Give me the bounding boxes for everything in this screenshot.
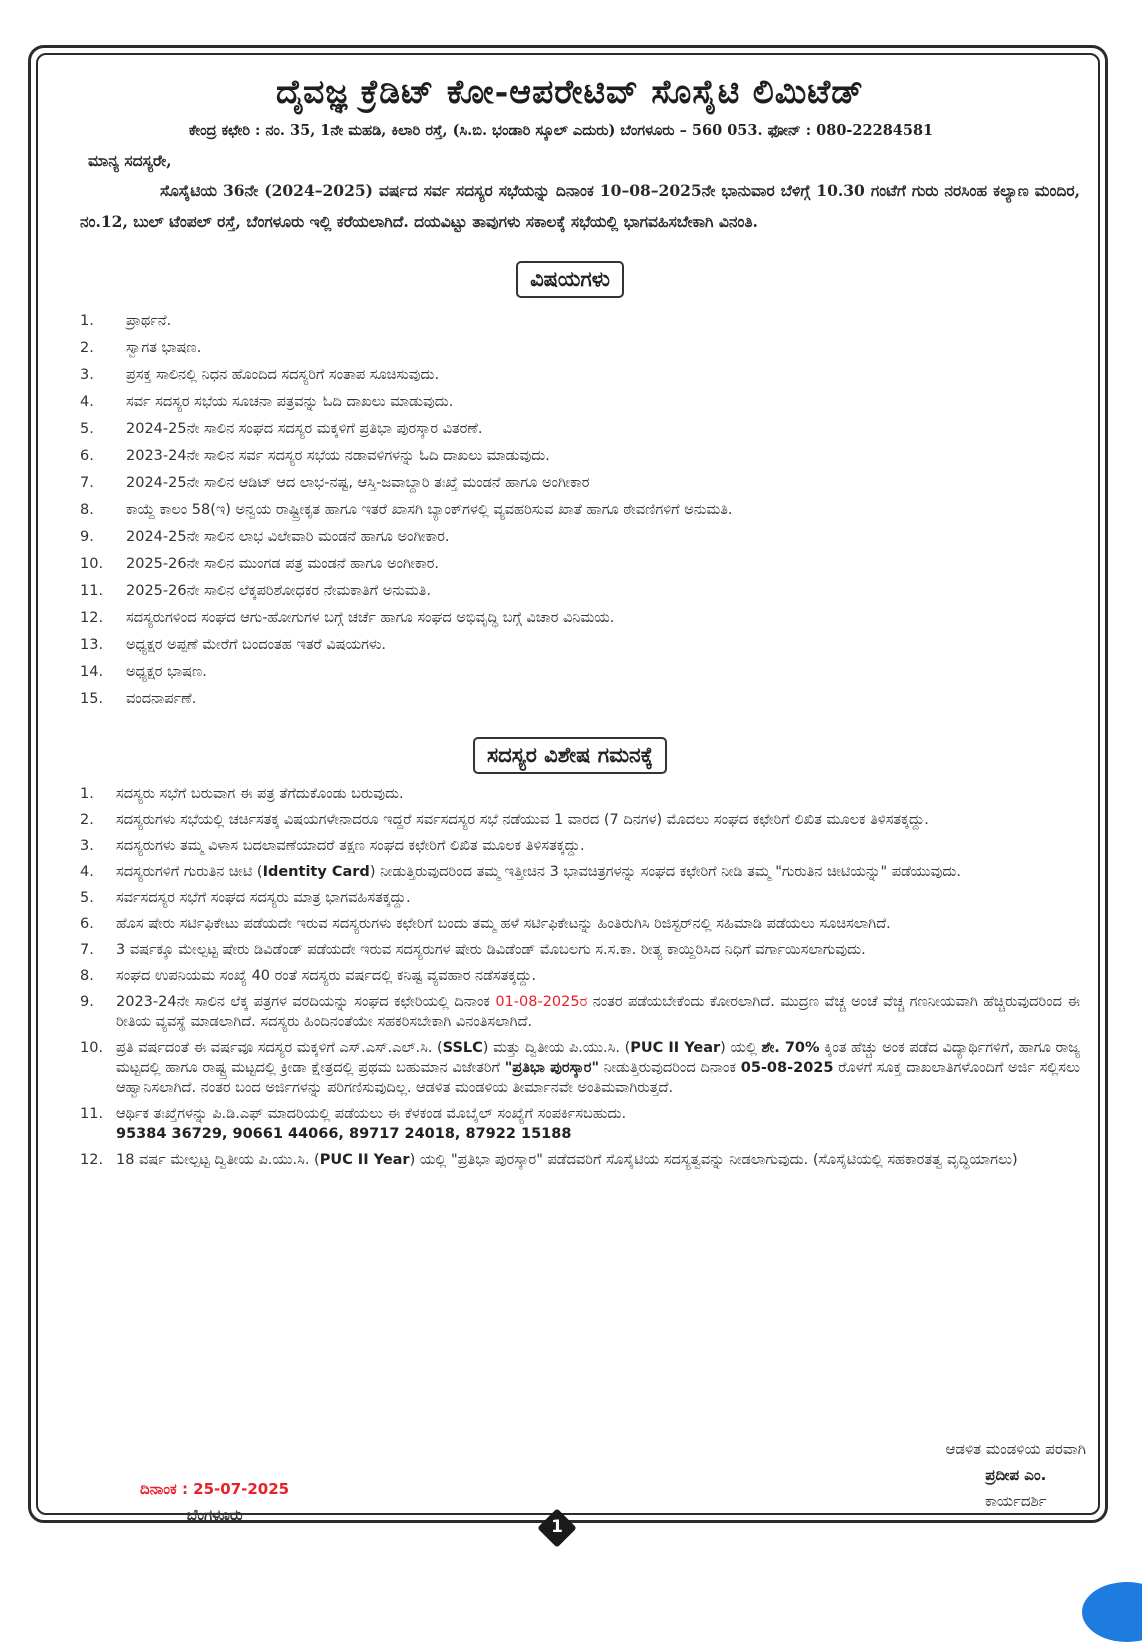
agenda-item [80, 389, 1080, 416]
agenda-list [60, 308, 1080, 713]
notes-heading-label: ಸದಸ್ಯರ ವಿಶೇಷ ಗಮನಕ್ಕೆ [473, 737, 667, 774]
text-run: ರೊಳಗೆ ಸೂಕ್ತ ದಾಖಲಾತಿಗಳೊಂದಿಗೆ ಅರ್ಜಿ ಸಲ್ಲಿಸಲು ಆಹ್ವಾನಿಸಲಾಗಿದೆ. ನಂತರ ಬಂದ ಅರ್ಜಿಗಳನ್ನು ಪರಿಗಣಿಸುವುದಿಲ್ಲ. ಆಡಳಿತ ಮಂಡಳಿಯ ತೀರ್ಮಾನವೇ ಅಂತಿಮವಾಗಿರುತ್ತದೆ. [116, 1060, 1080, 1096]
agenda-item [80, 686, 1080, 713]
text-run: 2023-24ನೇ ಸಾಲಿನ ಲೆಕ್ಕ ಪತ್ರಗಳ ವರದಿಯನ್ನು ಸಂಘದ ಕಛೇರಿಯಲ್ಲಿ ದಿನಾಂಕ [116, 994, 496, 1010]
item-text: ಸದಸ್ಯರುಗಳು ಸಭೆಯಲ್ಲಿ ಚರ್ಚಿಸತಕ್ಕ ವಿಷಯಗಳೇನಾದರೂ ಇದ್ದರೆ ಸರ್ವಸದಸ್ಯರ ಸಭೆ ನಡೆಯುವ 1 ವಾರದ (7 ದಿನಗಳ) ಮೊದಲು ಸಂಘದ ಕಛೇರಿಗೆ ಲಿಖಿತ ಮೂಲಕ ತಿಳಿಸತಕ್ಕದ್ದು. [116, 812, 929, 828]
item-text: ಪ್ರಸಕ್ತ ಸಾಲಿನಲ್ಲಿ ನಿಧನ ಹೊಂದಿದ ಸದಸ್ಯರಿಗೆ ಸಂತಾಪ ಸೂಚಿಸುವುದು. [126, 367, 440, 383]
application-deadline: 05-08-2025 [740, 1060, 834, 1076]
note-item [80, 862, 1080, 882]
item-text: ಸದಸ್ಯರು ಸಭೆಗೆ ಬರುವಾಗ ಈ ಪತ್ರ ತೆಗೆದುಕೊಂಡು ಬರುವುದು. [116, 786, 404, 802]
page-number-badge [537, 1508, 577, 1548]
document-content [60, 60, 1080, 1176]
item-number: 14. [80, 664, 104, 680]
item-text: 2024-25ನೇ ಸಾಲಿನ ಆಡಿಟ್ ಆದ ಲಾಭ-ನಷ್ಟ, ಆಸ್ತಿ-ಜವಾಬ್ದಾರಿ ತಃಖ್ತೆ ಮಂಡನೆ ಹಾಗೂ ಅಂಗೀಕಾರ [126, 475, 590, 491]
item-number: 11. [80, 1106, 104, 1122]
agenda-item [80, 551, 1080, 578]
item-number: 5. [80, 421, 94, 437]
signatory-designation: ಕಾರ್ಯದರ್ಶಿ [984, 1492, 1047, 1510]
text-run: ಸದಸ್ಯರುಗಳಿಗೆ ಗುರುತಿನ ಚೀಟಿ ( [116, 864, 263, 880]
item-number: 12. [80, 610, 104, 626]
society-title: ದೈವಜ್ಞ ಕ್ರೆಡಿಟ್ ಕೋ-ಆಪರೇಟಿವ್ ಸೊಸೈಟಿ ಲಿಮಿಟೆಡ್ [276, 72, 864, 111]
agenda-heading [60, 261, 1080, 298]
text-run: ಕ್ಕಿಂತ ಹೆಚ್ಚು ಅಂಕ ಪಡೆದ ವಿದ್ಯಾರ್ಥಿಗಳಿಗೆ, ಹಾಗೂ ರಾಜ್ಯ ಮಟ್ಟದಲ್ಲಿ ಹಾಗೂ ರಾಷ್ಟ್ರ ಮಟ್ಟದಲ್ಲಿ ಕ್ರೀಡಾ ಕ್ಷೇತ್ರದಲ್ಲಿ ಪ್ರಥಮ ಬಹುಮಾನ ವಿಜೇತರಿಗೆ [116, 1040, 1081, 1076]
item-number: 9. [80, 994, 94, 1010]
text-run: ) ಯಲ್ಲಿ [720, 1040, 762, 1056]
item-text: 3 ವರ್ಷಕ್ಕೂ ಮೇಲ್ಪಟ್ಟ ಷೇರು ಡಿವಿಡೆಂಡ್ ಪಡೆಯದೇ ಇರುವ ಸದಸ್ಯರುಗಳ ಷೇರು ಡಿವಿಡೆಂಡ್ ಮೊಬಲಗು ಸ.ಸ.ಕಾ. ರೀತ್ಯ ಕಾಯ್ದಿರಿಸಿದ ನಿಧಿಗೆ ವರ್ಗಾಯಿಸಲಾಗುವುದು. [116, 942, 866, 958]
on-behalf-line: ಆಡಳಿತ ಮಂಡಳಿಯ ಪರವಾಗಿ [945, 1440, 1086, 1458]
item-text: ಪ್ರಾರ್ಥನೆ. [126, 313, 172, 329]
item-number: 15. [80, 691, 104, 707]
item-text [116, 1104, 1080, 1144]
issue-city: ಬೆಂಗಳೂರು [186, 1506, 243, 1524]
award-name: "ಪ್ರತಿಭಾ ಪುರಸ್ಕಾರ" [504, 1060, 600, 1076]
text-run: ನಂತರ ಪಡೆಯಬೇಕೆಂದು ಕೋರಲಾಗಿದೆ. ಮುದ್ರಣ ವೆಚ್ಚ ಅಂಚೆ ವೆಚ್ಚ ಗಣನೀಯವಾಗಿ ಹೆಚ್ಚಿರುವುದರಿಂದ ಈ ರೀತಿಯ ವ್ಯವಸ್ಥೆ ಮಾಡಲಾಗಿದೆ. ಸದಸ್ಯರು ಹಿಂದಿನಂತೆಯೇ ಸಹಕರಿಸಬೇಕಾಗಿ ವಿನಂತಿಸಲಾಗಿದೆ. [116, 994, 1081, 1030]
agenda-item [80, 470, 1080, 497]
agenda-item [80, 443, 1080, 470]
agenda-item [80, 578, 1080, 605]
note-item [80, 966, 1080, 986]
item-text: ಸದಸ್ಯರುಗಳಿಂದ ಸಂಘದ ಆಗು-ಹೋಗುಗಳ ಬಗ್ಗೆ ಚರ್ಚೆ ಹಾಗೂ ಸಂಘದ ಅಭಿವೃದ್ಧಿ ಬಗ್ಗೆ ವಿಚಾರ ವಿನಿಮಯ. [126, 610, 615, 626]
agenda-item [80, 335, 1080, 362]
item-number: 9. [80, 529, 94, 545]
item-number: 4. [80, 864, 94, 880]
item-number: 3. [80, 367, 94, 383]
item-text: ಸ್ವಾಗತ ಭಾಷಣ. [126, 340, 202, 356]
text-run: ಆರ್ಥಿಕ ತಃಖ್ತೆಗಳನ್ನು ಪಿ.ಡಿ.ಎಫ್ ಮಾದರಿಯಲ್ಲಿ ಪಡೆಯಲು ಈ ಕೆಳಕಂಡ ಮೊಬೈಲ್ ಸಂಖ್ಯೆಗೆ ಸಂಪರ್ಕಿಸಬಹುದು. [116, 1106, 627, 1122]
item-number: 1. [80, 786, 94, 802]
item-number: 4. [80, 394, 94, 410]
item-number: 8. [80, 502, 94, 518]
item-text [116, 862, 1080, 882]
floating-action-button[interactable] [1082, 1582, 1142, 1642]
note-item [80, 810, 1080, 830]
report-date-highlight: 01-08-2025ರ [495, 994, 588, 1010]
notes-heading [60, 737, 1080, 774]
signature-block [945, 1436, 1086, 1514]
item-number: 7. [80, 942, 94, 958]
agenda-heading-label: ವಿಷಯಗಳು [516, 261, 624, 298]
agenda-item [80, 524, 1080, 551]
item-text: ಅಧ್ಯಕ್ಷರ ಭಾಷಣ. [126, 664, 207, 680]
item-number: 6. [80, 448, 94, 464]
item-text: ಕಾಯ್ದೆ ಕಾಲಂ 58(ಇ) ಅನ್ವಯ ರಾಷ್ಟ್ರೀಕೃತ ಹಾಗೂ ಇತರೆ ಖಾಸಗಿ ಬ್ಯಾಂಕ್‌ಗಳಲ್ಲಿ ವ್ಯವಹರಿಸುವ ಖಾತೆ ಹಾಗೂ ಠೇವಣಿಗಳಿಗೆ ಅನುಮತಿ. [126, 502, 733, 518]
item-text: ಸರ್ವಸದಸ್ಯರ ಸಭೆಗೆ ಸಂಘದ ಸದಸ್ಯರು ಮಾತ್ರ ಭಾಗವಹಿಸತಕ್ಕದ್ದು. [116, 890, 411, 906]
agenda-item [80, 605, 1080, 632]
note-item [80, 914, 1080, 934]
item-number: 1. [80, 313, 94, 329]
note-item [80, 836, 1080, 856]
signatory-name: ಪ್ರದೀಪ ಎಂ. [985, 1466, 1047, 1484]
item-number: 2. [80, 812, 94, 828]
item-number: 12. [80, 1152, 104, 1168]
text-run: ನೀಡುತ್ತಿರುವುದರಿಂದ ದಿನಾಂಕ [599, 1060, 741, 1076]
item-number: 6. [80, 916, 94, 932]
item-number: 2. [80, 340, 94, 356]
item-text: ಸದಸ್ಯರುಗಳು ತಮ್ಮ ವಿಳಾಸ ಬದಲಾವಣೆಯಾದರೆ ತಕ್ಷಣ ಸಂಘದ ಕಛೇರಿಗೆ ಲಿಖಿತ ಮೂಲಕ ತಿಳಿಸತಕ್ಕದ್ದು. [116, 838, 585, 854]
item-number: 11. [80, 583, 104, 599]
item-text [116, 1150, 1080, 1170]
note-item [80, 784, 1080, 804]
date-place-block [140, 1476, 289, 1528]
item-text [116, 992, 1080, 1032]
notes-list [60, 784, 1080, 1170]
office-address: ಕೇಂದ್ರ ಕಛೇರಿ : ನಂ. 35, 1ನೇ ಮಹಡಿ, ಕಿಲಾರಿ ರಸ್ತೆ, (ಸಿ.ಬಿ. ಭಂಡಾರಿ ಸ್ಕೂಲ್ ಎದುರು) ಬೆಂಗಳೂರು – 560 053. ಫೋನ್ : 080-22284581 [188, 122, 934, 139]
item-number: 8. [80, 968, 94, 984]
item-text: 2024-25ನೇ ಸಾಲಿನ ಸಂಘದ ಸದಸ್ಯರ ಮಕ್ಕಳಿಗೆ ಪ್ರತಿಭಾ ಪುರಸ್ಕಾರ ವಿತರಣೆ. [126, 421, 483, 437]
identity-card-term: Identity Card [262, 864, 370, 880]
note-item [80, 1104, 1080, 1144]
sslc-term: SSLC [442, 1040, 483, 1056]
text-run: ) ಯಲ್ಲಿ "ಪ್ರತಿಭಾ ಪುರಸ್ಕಾರ" ಪಡೆದವರಿಗೆ ಸೊಸೈಟಿಯ ಸದಸ್ಯತ್ವವನ್ನು ನೀಡಲಾಗುವುದು. (ಸೊಸೈಟಿಯಲ್ಲಿ ಸಹಕಾರತತ್ವ ವೃದ್ಧಿಯಾಗಲು) [409, 1152, 1018, 1168]
note-item [80, 888, 1080, 908]
item-text: 2025-26ನೇ ಸಾಲಿನ ಮುಂಗಡ ಪತ್ರ ಮಂಡನೆ ಹಾಗೂ ಅಂಗೀಕಾರ. [126, 556, 440, 572]
issue-date: ದಿನಾಂಕ : 25-07-2025 [140, 1480, 290, 1498]
agenda-item [80, 632, 1080, 659]
item-number: 3. [80, 838, 94, 854]
note-item [80, 1150, 1080, 1170]
text-run: ಪ್ರತಿ ವರ್ಷದಂತೆ ಈ ವರ್ಷವೂ ಸದಸ್ಯರ ಮಕ್ಕಳಿಗೆ ಎಸ್.ಎಸ್.ಎಲ್.ಸಿ. ( [116, 1040, 443, 1056]
agenda-item [80, 497, 1080, 524]
text-run: ) ಮತ್ತು ದ್ವಿತೀಯ ಪಿ.ಯು.ಸಿ. ( [482, 1040, 631, 1056]
item-text: 2024-25ನೇ ಸಾಲಿನ ಲಾಭ ವಿಲೇವಾರಿ ಮಂಡನೆ ಹಾಗೂ ಅಂಗೀಕಾರ. [126, 529, 450, 545]
item-text: ವಂದನಾರ್ಪಣೆ. [126, 691, 197, 707]
item-text: ಹೊಸ ಷೇರು ಸರ್ಟಿಫಿಕೇಟು ಪಡೆಯದೇ ಇರುವ ಸದಸ್ಯರುಗಳು ಕಛೇರಿಗೆ ಬಂದು ತಮ್ಮ ಹಳೆ ಸರ್ಟಿಫಿಕೇಟನ್ನು ಹಿಂತಿರುಗಿಸಿ ರಿಜಿಸ್ಟರ್‌ನಲ್ಲಿ ಸಹಿಮಾಡಿ ಪಡೆಯಲು ಸೂಚಿಸಲಾಗಿದೆ. [116, 916, 891, 932]
note-item [80, 1038, 1080, 1098]
puc-term: PUC II Year [630, 1040, 721, 1056]
item-text: ಸಂಘದ ಉಪನಿಯಮ ಸಂಖ್ಯೆ 40 ರಂತೆ ಸದಸ್ಯರು ವರ್ಷದಲ್ಲಿ ಕನಿಷ್ಟ ವ್ಯವಹಾರ ನಡೆಸತಕ್ಕದ್ದು. [116, 968, 537, 984]
agenda-item [80, 362, 1080, 389]
agenda-item [80, 308, 1080, 335]
note-item [80, 940, 1080, 960]
item-text [116, 1038, 1080, 1098]
item-text: ಅಧ್ಯಕ್ಷರ ಅಪ್ಪಣೆ ಮೇರೆಗೆ ಬಂದಂತಹ ಇತರೆ ವಿಷಯಗಳು. [126, 637, 387, 653]
page-number: 1 [551, 1517, 563, 1537]
contact-phone-numbers: 95384 36729, 90661 44066, 89717 24018, 87922 15188 [116, 1126, 572, 1142]
agenda-item [80, 659, 1080, 686]
text-run: ) ನೀಡುತ್ತಿರುವುದರಿಂದ ತಮ್ಮ ಇತ್ತೀಚಿನ 3 ಭಾವಚಿತ್ರಗಳನ್ನು ಸಂಘದ ಕಛೇರಿಗೆ ನೀಡಿ ತಮ್ಮ "ಗುರುತಿನ ಚೀಟಿಯನ್ನು" ಪಡೆಯುವುದು. [369, 864, 961, 880]
item-text: 2023-24ನೇ ಸಾಲಿನ ಸರ್ವ ಸದಸ್ಯರ ಸಭೆಯ ನಡಾವಳಿಗಳನ್ನು ಓದಿ ದಾಖಲು ಮಾಡುವುದು. [126, 448, 550, 464]
percentage-threshold: ಶೇ. 70% [761, 1040, 820, 1056]
text-run: 18 ವರ್ಷ ಮೇಲ್ಪಟ್ಟ ದ್ವಿತೀಯ ಪಿ.ಯು.ಸಿ. ( [116, 1152, 320, 1168]
item-number: 10. [80, 556, 104, 572]
item-text: ಸರ್ವ ಸದಸ್ಯರ ಸಭೆಯ ಸೂಚನಾ ಪತ್ರವನ್ನು ಓದಿ ದಾಖಲು ಮಾಡುವುದು. [126, 394, 454, 410]
agenda-item [80, 416, 1080, 443]
item-text: 2025-26ನೇ ಸಾಲಿನ ಲೆಕ್ಕಪರಿಶೋಧಕರ ನೇಮಕಾತಿಗೆ ಅನುಮತಿ. [126, 583, 431, 599]
greeting: ಮಾನ್ಯ ಸದಸ್ಯರೇ, [88, 151, 172, 170]
item-number: 10. [80, 1040, 104, 1056]
item-number: 5. [80, 890, 94, 906]
item-number: 7. [80, 475, 94, 491]
item-number: 13. [80, 637, 104, 653]
note-item [80, 992, 1080, 1032]
puc-term: PUC II Year [319, 1152, 410, 1168]
meeting-intro: ಸೊಸೈಟಿಯ 36ನೇ (2024–2025) ವರ್ಷದ ಸರ್ವ ಸದಸ್ಯರ ಸಭೆಯನ್ನು ದಿನಾಂಕ 10–08–2025ನೇ ಭಾನುವಾರ ಬೆಳಿಗ್ಗೆ 10.30 ಗಂಟೆಗೆ ಗುರು ನರಸಿಂಹ ಕಲ್ಯಾಣ ಮಂದಿರ, ನಂ.12, ಬುಲ್ ಟೆಂಪಲ್ ರಸ್ತೆ, ಬೆಂಗಳೂರು ಇಲ್ಲಿ ಕರೆಯಲಾಗಿದೆ. ದಯವಿಟ್ಟು ತಾವುಗಳು ಸಕಾಲಕ್ಕೆ ಸಭೆಯಲ್ಲಿ ಭಾಗವಹಿಸಬೇಕಾಗಿ ವಿನಂತಿ. [80, 181, 1080, 231]
